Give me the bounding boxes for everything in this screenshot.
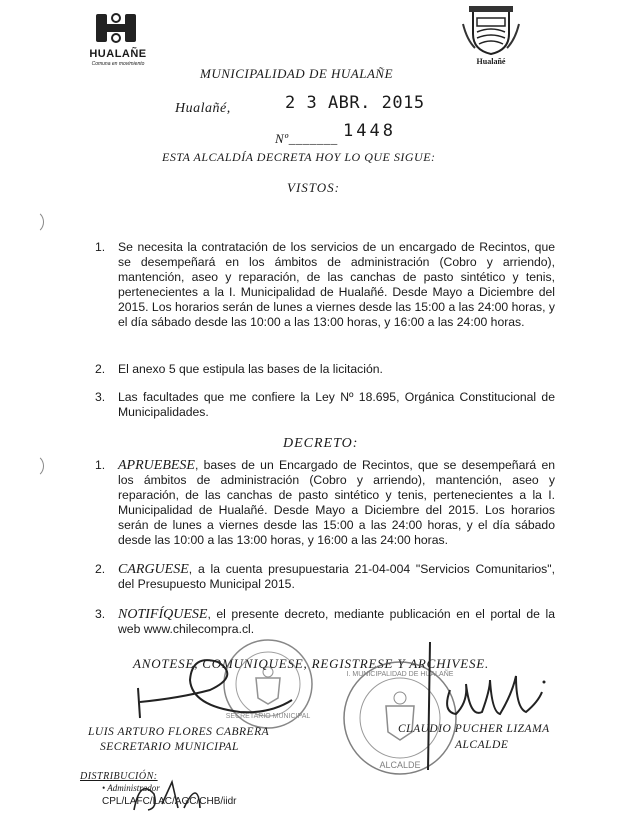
item-body: , el presente decreto, mediante publicación en el portal de la web www.chilecompra.cl. (118, 607, 555, 636)
secretary-name: LUIS ARTURO FLORES CABRERA (88, 726, 270, 738)
distribution-bullet-text: Administrador (107, 783, 160, 793)
item-body: , a la cuenta presupuestaria 21-04-004 "Servicios Comunitarios", del Presupuesto Municipal 2015. (118, 562, 555, 591)
decree-number-stamp: 1448 (343, 121, 396, 141)
item-number: 2. (95, 562, 106, 576)
item-number: 3. (95, 607, 106, 621)
item-text (118, 562, 555, 592)
item-text: El anexo 5 que estipula las bases de la licitación. (118, 362, 383, 376)
item-verb: NOTIFÍQUESE (118, 607, 208, 622)
vistos-item (95, 390, 555, 420)
item-verb: CARGUESE (118, 562, 189, 577)
municipal-crest (455, 4, 527, 70)
crest-icon (461, 4, 521, 56)
distribution-copies: CPL/LAFC/LAC/AGC/CHB/iidr (102, 796, 237, 807)
place-label: Hualañé, (175, 101, 231, 116)
mayor-stamp-top-text: I. MUNICIPALIDAD DE HUALAÑE (346, 671, 454, 678)
decree-number-label: Nº_______ (275, 131, 338, 146)
decree-intro: ESTA ALCALDÍA DECRETA HOY LO QUE SIGUE: (162, 150, 436, 164)
secretary-title: SECRETARIO MUNICIPAL (100, 741, 239, 753)
item-number: 3. (95, 390, 106, 404)
distribution-bullet: • Administrador (102, 783, 160, 793)
hualane-logo-icon (92, 10, 140, 46)
vistos-item (95, 362, 555, 377)
item-number: 2. (95, 362, 106, 376)
item-verb: APRUEBESE (118, 458, 195, 473)
mayor-title: ALCALDE (455, 739, 509, 751)
secretary-stamp-text: SECRETARIO MUNICIPAL (225, 713, 311, 720)
item-number: 1. (95, 240, 106, 254)
logo-tagline: Comuna en movimiento (91, 61, 145, 67)
vistos-item (95, 240, 555, 330)
secretary-signature (120, 640, 300, 720)
date-stamp: 2 3 ABR. 2015 (285, 93, 425, 113)
decreto-item (95, 458, 555, 548)
hualane-logo (78, 10, 158, 68)
distribution-initials (128, 774, 208, 814)
item-text (118, 458, 555, 548)
logo-name: HUALAÑE (89, 48, 147, 60)
item-number: 1. (95, 458, 106, 472)
closing-formula: ANOTESE, COMUNIQUESE, REGISTRESE Y ARCHIVESE. (133, 656, 490, 671)
vistos-heading: VISTOS: (287, 180, 340, 195)
crest-label: Hualañé (476, 57, 506, 66)
mayor-name: CLAUDIO PUCHER LIZAMA (398, 723, 550, 735)
item-text: Las facultades que me confiere la Ley Nº 18.695, Orgánica Constitucional de Municipalidades. (118, 390, 555, 419)
mayor-signature (420, 632, 560, 772)
mayor-stamp-bottom-text: ALCALDE (379, 760, 421, 770)
distribution-title: DISTRIBUCIÓN: (80, 771, 158, 782)
punch-hole-middle (20, 454, 44, 478)
decreto-item (95, 562, 555, 592)
punch-hole-top (20, 210, 44, 234)
institution-title: MUNICIPALIDAD DE HUALAÑE (200, 66, 394, 81)
item-body: , bases de un Encargado de Recintos, que se desempeñará en los ámbitos de administración (Cobro y arriendo), mantención, aseo y reparación, de las canchas de pasto sintético y tenis, pertenecientes a la I. Municipalidad de Hualañé. Desde Mayo a Diciembre del 2015. Los horarios serán de lunes a viernes desde las 15:00 a las 24:00 horas, y el día sábado desde las 10:00 a las 13:00 horas, y 16:00 a las 24:00 horas. (118, 458, 555, 547)
decreto-heading: DECRETO: (283, 436, 359, 451)
item-text: Se necesita la contratación de los servicios de un encargado de Recintos, que se desempeñará en los ámbitos de administración (Cobro y arriendo), mantención, aseo y reparación, de las canchas de pasto sintético y tenis, pertenecientes a la I. Municipalidad de Hualañé. Desde Mayo a Diciembre del 2015. Los horarios serán de lunes a viernes desde las 15:00 a las 24:00 horas, y el día sábado desde las 10:00 a las 13:00 horas, y 16:00 a las 24:00 horas. (118, 240, 555, 329)
